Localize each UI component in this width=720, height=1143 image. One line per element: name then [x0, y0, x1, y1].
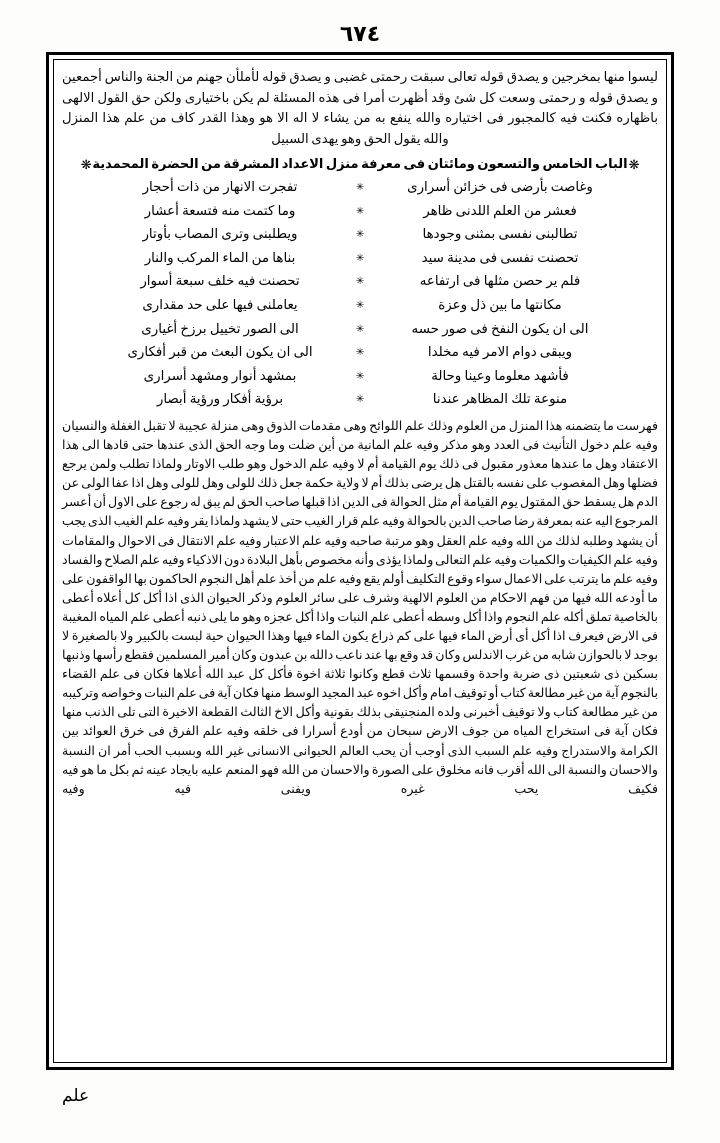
verse-separator-icon: ✳	[355, 323, 365, 335]
hemistich-left: الى ان يكون البعث من قبر أفكارى	[127, 345, 313, 361]
hemistich-left: بمشهد أنوار ومشهد أسرارى	[143, 368, 297, 384]
hemistich-right: ويبقى دوام الامر فيه مخلدا	[427, 345, 573, 361]
poem-verse	[62, 224, 658, 248]
opening-line: و يصدق قوله و رحمتى وسعت كل شئ وقد أظهرت أمرا فى هذه المسئلة لم يكن باختيارى ولكن حق القول الالهى	[62, 90, 658, 106]
poem-verse	[62, 389, 658, 413]
hemistich-right: فأشهد معلوما وعينا وحالة	[431, 368, 569, 384]
hemistich-left: تحصنت فيه خلف سبعة أسوار	[140, 274, 300, 290]
hemistich-left: برؤية أفكار ورؤية أبصار	[156, 392, 284, 408]
main-prose-block	[62, 416, 658, 798]
page-number: ٦٧٤	[339, 22, 381, 47]
poem-block	[62, 177, 658, 413]
catchword: علم	[62, 1086, 90, 1106]
poem-verse	[62, 342, 658, 366]
verse-separator-icon: ✳	[355, 347, 365, 359]
poem-verse	[62, 295, 658, 319]
poem-verse	[62, 248, 658, 272]
chapter-heading	[62, 155, 658, 174]
hemistich-right: منوعة تلك المظاهر عندنا	[432, 392, 568, 408]
opening-prose-block	[62, 68, 658, 150]
hemistich-left: تفجرت الانهار من ذات أحجار	[142, 180, 298, 195]
poem-verse	[62, 177, 658, 201]
hemistich-right: فلم ير حصن مثلها فى ارتفاعه	[419, 274, 581, 290]
poem-verse	[62, 271, 658, 295]
hemistich-right: مكانتها ما بين ذل وعزة	[438, 297, 562, 313]
verse-separator-icon: ✳	[355, 252, 365, 264]
ornament-right-icon: ❋	[628, 158, 640, 173]
hemistich-left: يعاملنى فيها على حد مقدارى	[142, 297, 298, 313]
hemistich-right: تطالبنى نفسى بمثنى وجودها	[422, 227, 578, 243]
hemistich-left: وما كتمت منه فتسعة أعشار	[144, 203, 296, 219]
text-frame-inner	[53, 59, 667, 1063]
hemistich-right: الى ان يكون النفخ فى صور حسه	[411, 321, 589, 337]
prose-paragraph: فهرست ما يتضمنه هذا المنزل من العلوم وذلك علم اللوائح وهى مقدمات الذوق وهى منزلة عجيبة لا تقبل الغفلة والنسيان وفيه علم دخول التأنيث فى العدد وهو مذكر وفيه علم المانية من أين ضلت وما وجه الحق الذى عندها حتى قادها الى هذا الاعتقاد وهل ما عندها معذور مقبول فى ذلك يوم القيامة أم لا وفيه علم الدخول وهو طلب الاوتار ولماذا تطلب ولمن يرجع فضلها وهل المغصوب على نفسه بالقتل هل يرضى بذلك أم لا ولاية حكمة جعل ذلك للولى وهل للولى وهل اذا عفا الولى عن الدم هل يسقط حق المقتول يوم القيامة أم مثل الحوالة فى الدين اذا قبلها صاحب الحق لم يبق له رجوع على الاول أن أعسر المرجوع اليه عنه بمعرفة رضا صاحب الدين بالحوالة وفيه علم قرار الغيب حتى لا يشهد ولماذا يقر وفيه علم الغيب الذى يجب أن يشهد وطلبه لذلك من الله وفيه علم العقل وهو مرتبة صاحبه وفيه علم الاعتبار وفيه علم الانتقال فى الاحوال والمقامات وفيه علم الكيفيات والكميات وفيه علم التعالى ولماذا يؤذى وأنه مخصوص بأهل البلادة دون الاذكياء وفيه علم الصلاح والفساد وفيه علم ما يترتب على الاعمال سواء وقوع التكليف أولم يقع وفيه علم من أخذ علم أهل النجوم الحاكمون بها الواقفون على ما أودعه الله فيها من فهم الاحكام من العلوم الالهية وشرف على سائر العلوم وذكر الحيوان الذى اذا أكل كل أعلاه أعطى بالخاصية تملق أكله علم النجوم واذا أكل وسطه أعطى علم النبات واذا أكل عجزه وهو ما يلى ذنبه أعطى علم المياه المغيبة فى الارض فيعرف اذا أكل أى أرض الماء فيها على كم ذراع يكون الماء فيها وهذا الحيوان حية لبست بالكبير ولا بالصغيرة لا بوجد لا بالحوازن شابه من غرب الاندلس وكان قد وقع بها عند ناعب دالله بن عبدون وكان أمير المسلمين فقطع رأسها وذنبها بسكين ذى شعبتين ذى ضربة واحدة وقسمها ثلاث قطع وكانوا ثلاثة اخوة فأكل كل عبد الله أعلاها فكان فى علم القضاء بالنجوم آية من غير مطالعة كتاب أو توقيف امام وأكل اخوه عبد المجيد الوسط منها فكان آية فى علم النبات وخواصه وتركيبه من غير مطالعة كتاب ولا توقيف أخبرنى ولده المنجنيقى بذلك بقونية وأكل الاخ الثالث القطعة الاخيرة التى تلى الذنب منها فكان آية فى استخراج المياه من جوف الارض سبحان من أودع أسرارا فى خلقه وفيه علم الفرق فى خرق العوائد بين الكرامة والاستدراج وفيه علم السبب الذى أوجب أن يحب العالم الحيوانى الانسانى غير الله وبسبب الحب أمر ان النسبة والاحسان والنسبة الى الله أقرب فانه مخلوق على الصورة والاحسان من الله فهو المنعم عليه بايجاد عينه ثم بكل ما هو فيه فكيف يحب غيره ويفنى فيه وفيه	[62, 417, 658, 796]
verse-separator-icon: ✳	[355, 205, 365, 217]
verse-separator-icon: ✳	[355, 182, 365, 193]
hemistich-right: فعشر من العلم اللدنى ظاهر	[423, 203, 577, 219]
verse-separator-icon: ✳	[355, 370, 365, 382]
hemistich-left: الى الصور تخييل برزخ أغيارى	[141, 321, 299, 337]
opening-line: باظهاره فكنت فيه كالمجبور فى اختياره والله ينفع به من يشاء لا اله الا هو وهذا القدر كاف من علم هذا المنزل	[62, 111, 658, 126]
ornament-left-icon: ❋	[80, 158, 92, 173]
verse-separator-icon: ✳	[355, 394, 365, 406]
hemistich-right: تحصنت نفسى فى مدينة سيد	[421, 250, 579, 266]
poem-verse	[62, 319, 658, 343]
hemistich-right: وغاصت بأرضى فى خزائن أسرارى	[407, 180, 593, 195]
verse-separator-icon: ✳	[355, 229, 365, 241]
poem-verse	[62, 366, 658, 390]
opening-line: ليسوا منها بمخرجين و يصدق قوله تعالى سبقت رحمتى غضبى و يصدق قوله لأملأن جهنم من الجنة والناس أجمعين	[62, 70, 658, 85]
opening-line: والله يقول الحق وهو يهدى السبيل	[271, 131, 449, 147]
hemistich-left: بناها من الماء المركب والنار	[144, 250, 296, 266]
verse-separator-icon: ✳	[355, 276, 365, 288]
hemistich-left: ويطلبنى وترى المصاب بأوتار	[142, 227, 298, 243]
poem-verse	[62, 201, 658, 225]
text-frame-border	[46, 52, 674, 1070]
verse-separator-icon: ✳	[355, 299, 365, 311]
chapter-title: الباب الخامس والتسعون ومائتان فى معرفة منزل الاعداد المشرقة من الحضرة المحمدية	[92, 157, 628, 172]
